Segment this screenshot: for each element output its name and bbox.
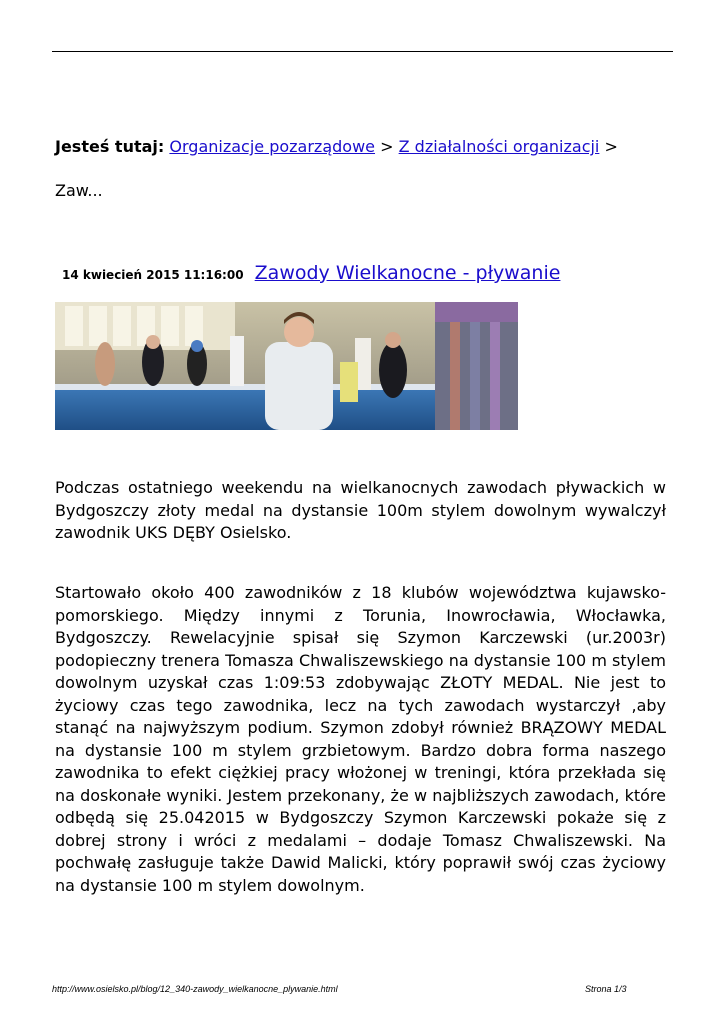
breadcrumb bbox=[55, 136, 675, 158]
breadcrumb-separator: > bbox=[380, 137, 394, 156]
swimming-pool-photo bbox=[55, 302, 518, 430]
breadcrumb-current: Zaw... bbox=[55, 181, 103, 200]
breadcrumb-link-activities[interactable]: Z działalności organizacji bbox=[398, 137, 600, 156]
post-date: 14 kwiecień 2015 11:16:00 bbox=[62, 268, 244, 282]
post-title-link[interactable]: Zawody Wielkanocne - pływanie bbox=[254, 262, 561, 284]
footer-page-number: Strona 1/3 bbox=[585, 984, 627, 994]
paragraph: Startowało około 400 zawodników z 18 klubów województwa kujawsko-pomorskiego. Między innymi z Torunia, Inowrocławia, Włocławka, Bydgoszczy. Rewelacyjnie spisał się Szymon Karczewski (ur.2003r) podopieczny trenera Tomasza Chwaliszewskiego na dystansie 100 m stylem dowolnym uzyskał czas 1:09:53 zdobywając ZŁOTY MEDAL. Nie jest to życiowy czas tego zawodnika, lecz na tych zawodach wystarczył ,aby stanąć na najwyższym podium. Szymon zdobył również BRĄZOWY MEDAL na dystansie 100 m stylem grzbietowym. Bardzo dobra forma naszego zawodnika to efekt ciężkiej pracy włożonej w treningi, która przekłada się na doskonałe wyniki. Jestem przekonany, że w najbliższych zawodach, które odbędą się 25.042015 w Bydgoszczy Szymon Karczewski pokaże się z dobrej strony i wróci z medalami – dodaje Tomasz Chwaliszewski. Na pochwałę zasługuje także Dawid Malicki, który poprawił swój czas życiowy na dystansie 100 m stylem dowolnym. bbox=[55, 583, 666, 895]
breadcrumb-link-organizations[interactable]: Organizacje pozarządowe bbox=[169, 137, 376, 156]
paragraph: Podczas ostatniego weekendu na wielkanocnych zawodach pływackich w Bydgoszczy złoty medal na dystansie 100m stylem dowolnym wywalczył zawodnik UKS DĘBY Osielsko. bbox=[55, 478, 666, 542]
post-header bbox=[62, 262, 560, 284]
breadcrumb-separator: > bbox=[604, 137, 618, 156]
post-photo bbox=[55, 302, 518, 430]
breadcrumb-label: Jesteś tutaj: bbox=[55, 137, 165, 156]
header-rule bbox=[52, 51, 673, 52]
footer-url: http://www.osielsko.pl/blog/12_340-zawody_wielkanocne_plywanie.html bbox=[52, 984, 338, 994]
